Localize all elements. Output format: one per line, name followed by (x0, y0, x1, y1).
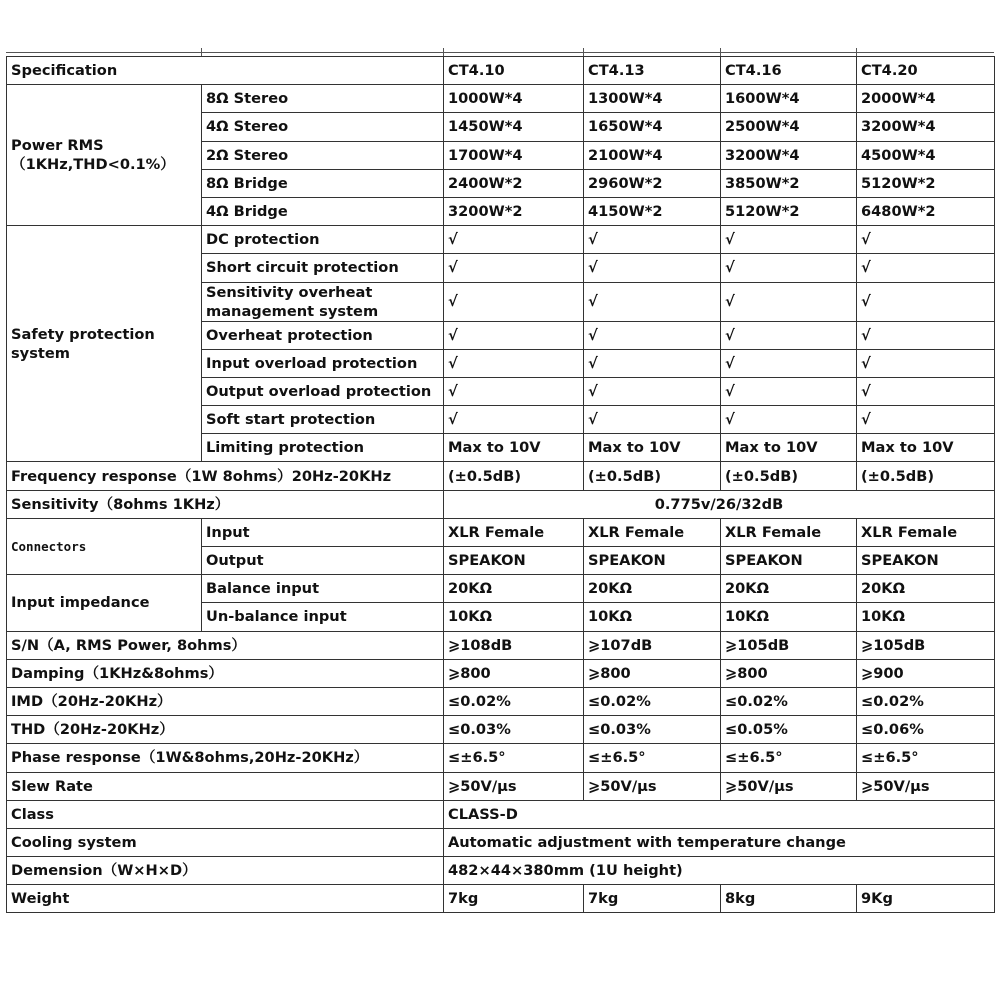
value-cell: Max to 10V (584, 434, 721, 462)
value-cell: ≤0.02% (444, 687, 584, 715)
safety-row-label: Limiting protection (202, 434, 444, 462)
value-cell: ≤0.02% (721, 687, 857, 715)
top-rule-tick (720, 48, 721, 56)
power-row-label: 8Ω Stereo (202, 85, 444, 113)
value-cell: Max to 10V (857, 434, 995, 462)
value-cell: 7kg (444, 885, 584, 913)
value-cell: SPEAKON (584, 547, 721, 575)
check-cell: √ (857, 226, 995, 254)
check-cell: √ (721, 282, 857, 321)
value-cell: 1650W*4 (584, 113, 721, 141)
value-cell: ≤±6.5° (584, 744, 721, 772)
safety-row-label: Input overload protection (202, 349, 444, 377)
value-cell: ≤±6.5° (721, 744, 857, 772)
weight-label: Weight (7, 885, 444, 913)
value-cell: 20KΩ (721, 575, 857, 603)
sensitivity-value: 0.775v/26/32dB (444, 490, 995, 518)
value-cell: 8kg (721, 885, 857, 913)
value-cell: Max to 10V (721, 434, 857, 462)
check-cell: √ (444, 321, 584, 349)
value-cell: 20KΩ (584, 575, 721, 603)
value-cell: ⩾105dB (857, 631, 995, 659)
dimension-label: Demension（W×H×D） (7, 857, 444, 885)
check-cell: √ (444, 406, 584, 434)
value-cell: 3200W*4 (857, 113, 995, 141)
value-cell: ≤0.02% (857, 687, 995, 715)
check-cell: √ (584, 226, 721, 254)
model-name: CT4.10 (444, 57, 584, 85)
power-row-label: 4Ω Stereo (202, 113, 444, 141)
cooling-value: Automatic adjustment with temperature change (444, 828, 995, 856)
value-cell: 1600W*4 (721, 85, 857, 113)
value-cell: SPEAKON (444, 547, 584, 575)
safety-row-label: Output overload protection (202, 377, 444, 405)
class-value: CLASS-D (444, 800, 995, 828)
model-name: CT4.13 (584, 57, 721, 85)
value-cell: 4500W*4 (857, 141, 995, 169)
metric-row (7, 631, 995, 659)
check-cell: √ (721, 406, 857, 434)
power-row-label: 4Ω Bridge (202, 197, 444, 225)
check-cell: √ (721, 226, 857, 254)
value-cell: (±0.5dB) (857, 462, 995, 490)
safety-group-label: Safety protection system (7, 226, 202, 462)
check-cell: √ (444, 254, 584, 282)
value-cell: 2500W*4 (721, 113, 857, 141)
weight-row (7, 885, 995, 913)
value-cell: 6480W*2 (857, 197, 995, 225)
value-cell: ⩾105dB (721, 631, 857, 659)
value-cell: XLR Female (444, 518, 584, 546)
power-row-label: 8Ω Bridge (202, 169, 444, 197)
check-cell: √ (857, 349, 995, 377)
value-cell: ≤±6.5° (857, 744, 995, 772)
value-cell: SPEAKON (857, 547, 995, 575)
frequency-row (7, 462, 995, 490)
value-cell: 2100W*4 (584, 141, 721, 169)
power-row (7, 85, 995, 113)
check-cell: √ (584, 349, 721, 377)
value-cell: SPEAKON (721, 547, 857, 575)
value-cell: 4150W*2 (584, 197, 721, 225)
check-cell: √ (857, 377, 995, 405)
power-condition: （1KHz,THD<0.1%） (11, 156, 175, 174)
value-cell: 1700W*4 (444, 141, 584, 169)
check-cell: √ (584, 254, 721, 282)
model-name: CT4.16 (721, 57, 857, 85)
cooling-label: Cooling system (7, 828, 444, 856)
safety-row-label: Short circuit protection (202, 254, 444, 282)
value-cell: ⩾800 (721, 659, 857, 687)
spec-table (6, 56, 995, 913)
header-label: Specification (7, 57, 444, 85)
value-cell: 10KΩ (721, 603, 857, 631)
metric-row (7, 716, 995, 744)
check-cell: √ (721, 254, 857, 282)
safety-row-label: Sensitivity overheat management system (202, 282, 444, 321)
value-cell: ⩾900 (857, 659, 995, 687)
metric-label: S/N（A, RMS Power, 8ohms） (7, 631, 444, 659)
safety-row (7, 226, 995, 254)
value-cell: ⩾800 (584, 659, 721, 687)
value-cell: Max to 10V (444, 434, 584, 462)
impedance-row-label: Un-balance input (202, 603, 444, 631)
check-cell: √ (584, 282, 721, 321)
value-cell: 5120W*2 (857, 169, 995, 197)
check-cell: √ (444, 377, 584, 405)
value-cell: (±0.5dB) (584, 462, 721, 490)
class-row (7, 800, 995, 828)
value-cell: ⩾107dB (584, 631, 721, 659)
metric-label: Slew Rate (7, 772, 444, 800)
value-cell: 20KΩ (444, 575, 584, 603)
model-name: CT4.20 (857, 57, 995, 85)
value-cell: 5120W*2 (721, 197, 857, 225)
top-rule-tick (201, 48, 202, 56)
value-cell: 10KΩ (857, 603, 995, 631)
check-cell: √ (857, 282, 995, 321)
power-group-label (7, 85, 202, 226)
metric-row (7, 772, 995, 800)
check-cell: √ (721, 377, 857, 405)
top-rule-tick (856, 48, 857, 56)
check-cell: √ (584, 321, 721, 349)
value-cell: ≤0.03% (444, 716, 584, 744)
value-cell: ⩾50V/μs (584, 772, 721, 800)
safety-row-label: Overheat protection (202, 321, 444, 349)
sensitivity-label: Sensitivity（8ohms 1KHz） (7, 490, 444, 518)
value-cell: 1300W*4 (584, 85, 721, 113)
value-cell: (±0.5dB) (444, 462, 584, 490)
check-cell: √ (444, 226, 584, 254)
dimension-row (7, 857, 995, 885)
value-cell: ≤0.03% (584, 716, 721, 744)
value-cell: 2400W*2 (444, 169, 584, 197)
value-cell: ⩾108dB (444, 631, 584, 659)
metric-label: IMD（20Hz-20KHz） (7, 687, 444, 715)
value-cell: XLR Female (721, 518, 857, 546)
metric-label: THD（20Hz-20KHz） (7, 716, 444, 744)
value-cell: ⩾50V/μs (857, 772, 995, 800)
value-cell: 1000W*4 (444, 85, 584, 113)
safety-row-label: Soft start protection (202, 406, 444, 434)
metric-row (7, 659, 995, 687)
value-cell: ≤0.05% (721, 716, 857, 744)
impedance-label: Input impedance (7, 575, 202, 631)
top-rule (6, 52, 994, 53)
check-cell: √ (857, 406, 995, 434)
check-cell: √ (584, 406, 721, 434)
value-cell: 10KΩ (584, 603, 721, 631)
metric-row (7, 744, 995, 772)
value-cell: 3850W*2 (721, 169, 857, 197)
metric-label: Damping（1KHz&8ohms） (7, 659, 444, 687)
connector-row (7, 518, 995, 546)
power-label: Power RMS (11, 137, 104, 155)
value-cell: 10KΩ (444, 603, 584, 631)
check-cell: √ (857, 254, 995, 282)
check-cell: √ (721, 349, 857, 377)
top-rule-tick (443, 48, 444, 56)
frequency-label: Frequency response（1W 8ohms）20Hz-20KHz (7, 462, 444, 490)
top-rule-tick (583, 48, 584, 56)
value-cell: ≤±6.5° (444, 744, 584, 772)
metric-label: Phase response（1W&8ohms,20Hz-20KHz） (7, 744, 444, 772)
value-cell: 3200W*2 (444, 197, 584, 225)
value-cell: XLR Female (584, 518, 721, 546)
value-cell: 3200W*4 (721, 141, 857, 169)
value-cell: 20KΩ (857, 575, 995, 603)
value-cell: 2000W*4 (857, 85, 995, 113)
dimension-value: 482×44×380mm (1U height) (444, 857, 995, 885)
value-cell: 2960W*2 (584, 169, 721, 197)
connector-row-label: Output (202, 547, 444, 575)
cooling-row (7, 828, 995, 856)
metric-row (7, 687, 995, 715)
connector-row-label: Input (202, 518, 444, 546)
class-label: Class (7, 800, 444, 828)
check-cell: √ (444, 282, 584, 321)
value-cell: (±0.5dB) (721, 462, 857, 490)
value-cell: ⩾800 (444, 659, 584, 687)
value-cell: ⩾50V/μs (721, 772, 857, 800)
header-row (7, 57, 995, 85)
safety-row-label: DC protection (202, 226, 444, 254)
value-cell: ≤0.02% (584, 687, 721, 715)
value-cell: 1450W*4 (444, 113, 584, 141)
value-cell: ⩾50V/μs (444, 772, 584, 800)
value-cell: 9Kg (857, 885, 995, 913)
check-cell: √ (721, 321, 857, 349)
sensitivity-row (7, 490, 995, 518)
impedance-row (7, 575, 995, 603)
power-row-label: 2Ω Stereo (202, 141, 444, 169)
value-cell: 7kg (584, 885, 721, 913)
connectors-label: Connectors (7, 518, 202, 574)
value-cell: XLR Female (857, 518, 995, 546)
impedance-row-label: Balance input (202, 575, 444, 603)
check-cell: √ (444, 349, 584, 377)
check-cell: √ (857, 321, 995, 349)
check-cell: √ (584, 377, 721, 405)
value-cell: ≤0.06% (857, 716, 995, 744)
